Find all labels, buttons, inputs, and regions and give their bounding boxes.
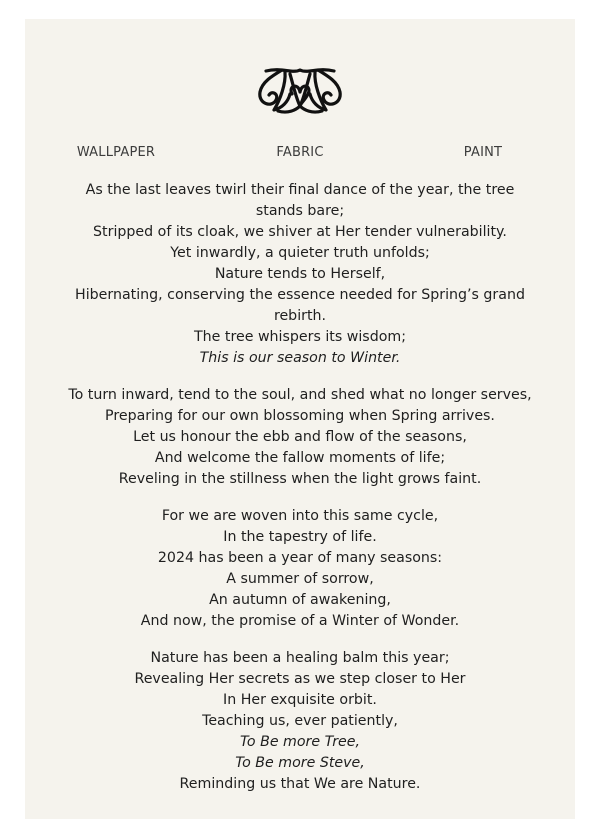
poem-line: In the tapestry of life.	[223, 529, 377, 545]
poem-line: And welcome the fallow moments of life;	[154, 450, 446, 466]
poem-line: A summer of sorrow,	[226, 571, 374, 587]
poem-line: And now, the promise of a Winter of Wonder.	[140, 613, 460, 629]
poem-line: Let us honour the ebb and flow of the seasons,	[133, 429, 467, 445]
ornamental-monogram-logo[interactable]	[252, 64, 348, 116]
poem-line: Preparing for our own blossoming when Spring arrives.	[105, 408, 495, 424]
poem-line: To turn inward, tend to the soul, and shed what no longer serves,	[68, 387, 532, 403]
poem-stanza-2	[65, 385, 535, 490]
newsletter-card	[25, 19, 575, 819]
poem-stanza-3	[65, 506, 535, 632]
poem-line-italic: This is our season to Winter.	[199, 350, 401, 366]
poem	[25, 180, 575, 811]
poem-line-italic: To Be more Steve,	[235, 755, 365, 771]
poem-line: Nature has been a healing balm this year;	[150, 650, 450, 666]
poem-line: 2024 has been a year of many seasons:	[157, 550, 443, 566]
poem-line: Stripped of its cloak, we shiver at Her tender vulnerability.	[93, 224, 507, 240]
nav-link-fabric[interactable]: FABRIC	[276, 145, 324, 160]
poem-line: Revealing Her secrets as we step closer to Her	[134, 671, 466, 687]
poem-line: As the last leaves twirl their final dance of the year, the tree stands bare;	[85, 182, 515, 219]
poem-line: Reveling in the stillness when the light grows faint.	[118, 471, 482, 487]
poem-stanza-4	[65, 648, 535, 795]
poem-line: The tree whispers its wisdom;	[194, 329, 406, 345]
poem-line: Yet inwardly, a quieter truth unfolds;	[170, 245, 430, 261]
poem-line: An autumn of awakening,	[209, 592, 391, 608]
poem-line-italic: To Be more Tree,	[239, 734, 360, 750]
poem-line: Nature tends to Herself,	[214, 266, 386, 282]
poem-line: For we are woven into this same cycle,	[161, 508, 439, 524]
poem-line: Hibernating, conserving the essence needed for Spring’s grand rebirth.	[75, 287, 525, 324]
nav-link-wallpaper[interactable]: WALLPAPER	[76, 145, 156, 160]
nav-link-paint[interactable]: PAINT	[463, 145, 503, 160]
poem-line: In Her exquisite orbit.	[223, 692, 377, 708]
poem-stanza-1	[65, 180, 535, 369]
poem-line: Teaching us, ever patiently,	[202, 713, 398, 729]
poem-line: Reminding us that We are Nature.	[179, 776, 421, 792]
top-navigation	[25, 145, 575, 163]
